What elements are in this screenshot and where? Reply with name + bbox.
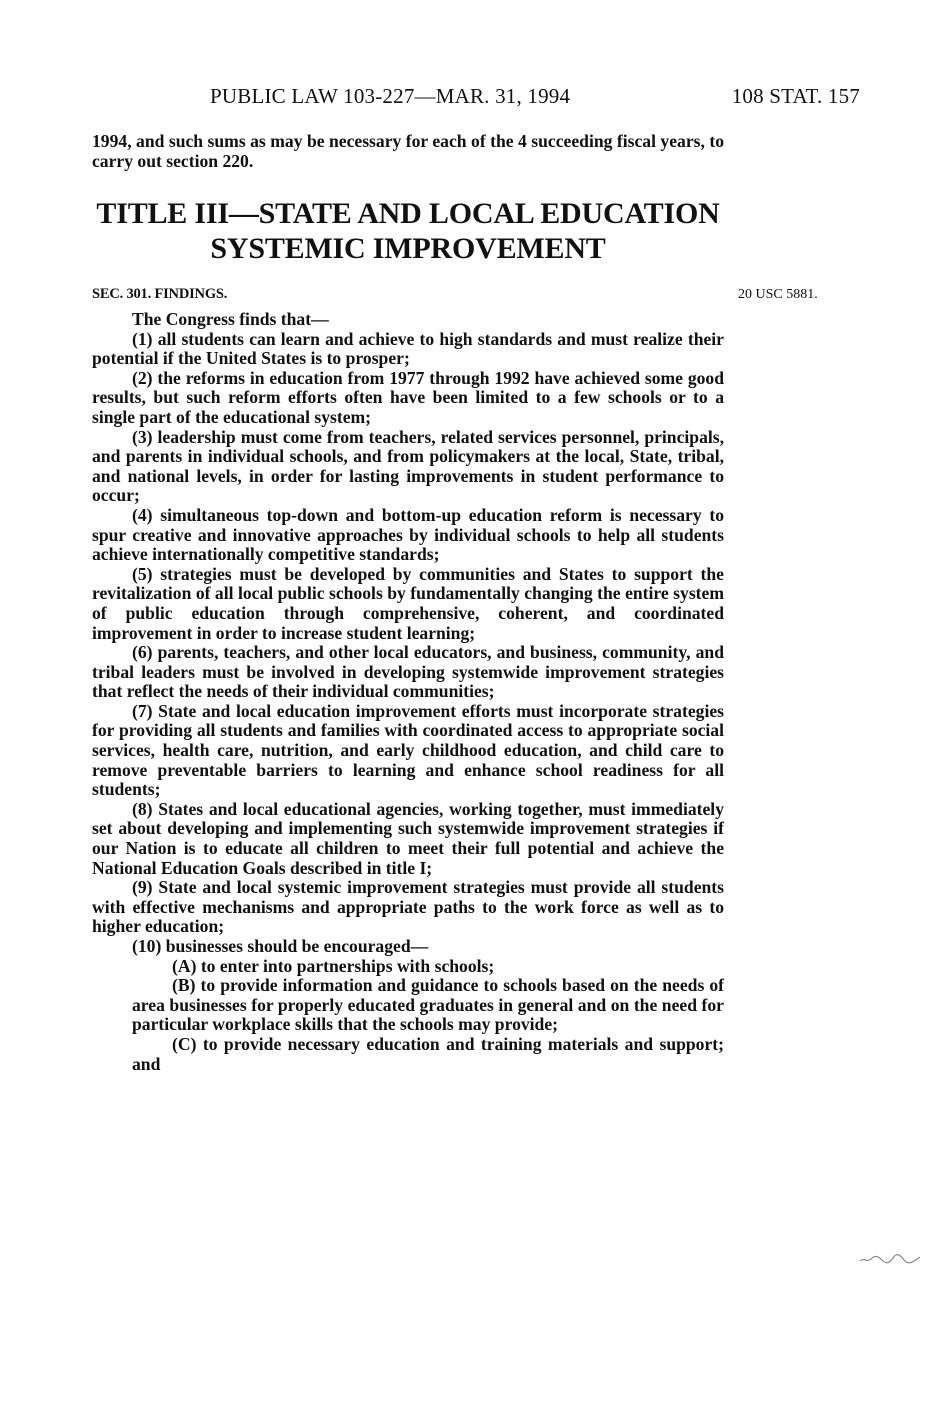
findings-body bbox=[92, 310, 724, 1074]
finding-item: (9) State and local systemic improvement strategies must provide all students with effective mechanisms and appropriate paths to the work force as well as to higher education; bbox=[92, 877, 724, 937]
usc-margin-note: 20 USC 5881. bbox=[738, 287, 818, 302]
finding-item: (4) simultaneous top-down and bottom-up education reform is necessary to spur creative and innovative approaches by individual schools to help all students achieve internationally competitive standards; bbox=[92, 504, 724, 565]
section-heading: SEC. 301. FINDINGS. bbox=[92, 286, 228, 302]
finding-subitem: (C) to provide necessary education and training materials and support; and bbox=[132, 1033, 724, 1074]
finding-subitem: (A) to enter into partnerships with schools; bbox=[172, 955, 495, 976]
finding-subitem: (B) to provide information and guidance to schools based on the needs of area businesses for properly educated graduates in general and on the need for particular workplace skills that the schools may provide; bbox=[132, 975, 724, 1035]
intro-paragraph: 1994, and such sums as may be necessary for each of the 4 succeeding fiscal years, to carry out section 220. bbox=[92, 131, 724, 171]
finding-item: (7) State and local education improvement efforts must incorporate strategies for providing all students and families with coordinated access to appropriate social services, health care, nutrition, and early childhood education, and child care to remove preventable barriers to learning and enhance school readiness for all students; bbox=[92, 700, 724, 800]
header-law-citation: PUBLIC LAW 103-227—MAR. 31, 1994 bbox=[210, 84, 571, 108]
title-heading: TITLE III—STATE AND LOCAL EDUCATION SYSTEMIC IMPROVEMENT bbox=[96, 197, 720, 265]
running-head bbox=[130, 84, 860, 114]
margin-scribble-mark bbox=[858, 1252, 922, 1266]
finding-item: (5) strategies must be developed by communities and States to support the revitalization of all local public schools by fundamentally changing the entire system of public education through comprehensive, coherent, and coordinated improvement in order to increase student learning; bbox=[92, 563, 724, 643]
header-stat-page: 108 STAT. 157 bbox=[731, 84, 860, 108]
findings-lead: The Congress finds that— bbox=[132, 309, 329, 329]
finding-item: (8) States and local educational agencies, working together, must immediately set about developing and implementing such systemwide improvement strategies if our Nation is to educate all children to meet their full potential and achieve the National Education Goals described in title I; bbox=[92, 798, 724, 878]
finding-item: (1) all students can learn and achieve to high standards and must realize their potential if the United States is to prosper; bbox=[92, 328, 724, 369]
finding-item: (10) businesses should be encouraged— bbox=[132, 936, 429, 956]
finding-item: (3) leadership must come from teachers, related services personnel, principals, and parents in individual schools, and from policymakers at the local, State, tribal, and national levels, in order for lasting improvements in student performance to occur; bbox=[92, 426, 724, 506]
finding-item: (2) the reforms in education from 1977 through 1992 have achieved some good results, but such reform efforts often have been limited to a few schools or to a single part of the educational system; bbox=[92, 367, 724, 427]
finding-item: (6) parents, teachers, and other local educators, and business, community, and tribal leaders must be involved in developing systemwide improvement strategies that reflect the needs of their individual communities; bbox=[92, 642, 724, 702]
